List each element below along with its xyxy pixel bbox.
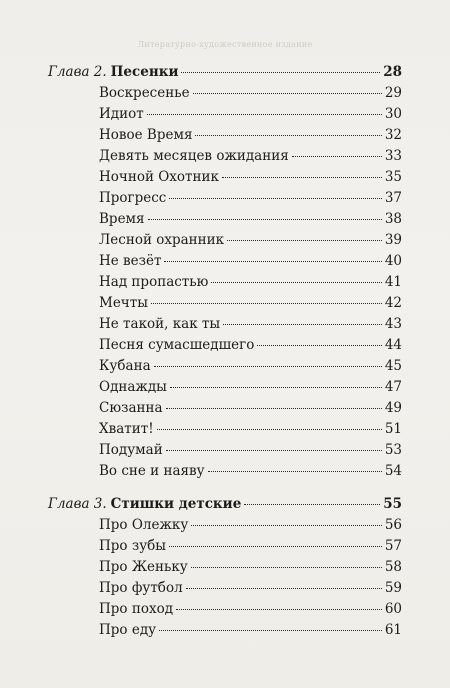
dot-leader <box>169 546 382 547</box>
entry-page-number: 58 <box>384 559 402 575</box>
chapter-heading <box>48 496 402 517</box>
entry-title: Про поход <box>99 601 174 617</box>
dot-leader <box>292 156 382 157</box>
entry-page-number: 59 <box>384 580 402 596</box>
chapter-label: Глава 3. <box>48 496 107 512</box>
entry-title: Подумай <box>99 442 163 458</box>
toc-entry <box>48 517 402 538</box>
toc-entry <box>48 85 402 106</box>
toc-entry <box>48 232 402 253</box>
entry-page-number: 33 <box>384 148 402 164</box>
entry-title: Про футбол <box>99 580 183 596</box>
toc-entry <box>48 358 402 379</box>
dot-leader <box>181 72 380 73</box>
toc-entry <box>48 148 402 169</box>
entry-title: Во сне и наяву <box>99 463 205 479</box>
entry-title: Не везёт <box>99 253 162 269</box>
toc-entry <box>48 622 402 643</box>
entry-page-number: 29 <box>384 85 402 101</box>
entry-page-number: 56 <box>384 517 402 533</box>
dot-leader <box>176 609 382 610</box>
toc-entry <box>48 601 402 622</box>
dot-leader <box>227 240 382 241</box>
toc-entry <box>48 337 402 358</box>
entry-title: Лесной охранник <box>99 232 225 248</box>
toc-entry <box>48 400 402 421</box>
toc-entry <box>48 190 402 211</box>
dot-leader <box>151 303 382 304</box>
dot-leader <box>244 504 380 505</box>
toc-entry <box>48 106 402 127</box>
entry-page-number: 45 <box>384 358 402 374</box>
toc-entry <box>48 538 402 559</box>
dot-leader <box>154 366 382 367</box>
entry-page-number: 40 <box>384 253 402 269</box>
dot-leader <box>164 261 381 262</box>
dot-leader <box>147 114 382 115</box>
running-head: Литературно-художественное издание <box>137 40 313 49</box>
toc-entry <box>48 295 402 316</box>
dot-leader <box>191 525 382 526</box>
dot-leader <box>195 135 381 136</box>
entry-page-number: 49 <box>384 400 402 416</box>
toc-entry <box>48 211 402 232</box>
toc-entry <box>48 253 402 274</box>
dot-leader <box>257 345 381 346</box>
entry-page-number: 41 <box>384 274 402 290</box>
toc-body <box>48 64 402 643</box>
entry-title: Песня сумасшедшего <box>99 337 255 353</box>
entry-page-number: 61 <box>384 622 402 638</box>
entry-page-number: 57 <box>384 538 402 554</box>
entry-page-number: 53 <box>384 442 402 458</box>
entry-title: Идиот <box>99 106 144 122</box>
dot-leader <box>223 324 382 325</box>
chapter-title: Песенки <box>110 64 179 80</box>
entry-title: Девять месяцев ожидания <box>99 148 289 164</box>
entry-page-number: 47 <box>384 379 402 395</box>
dot-leader <box>191 567 382 568</box>
entry-title: Воскресенье <box>99 85 190 101</box>
entry-title: Новое Время <box>99 127 193 143</box>
chapter-heading <box>48 64 402 85</box>
toc-entry <box>48 421 402 442</box>
chapter-page-number: 55 <box>383 496 402 512</box>
entry-title: Однажды <box>99 379 167 395</box>
entry-title: Кубана <box>99 358 151 374</box>
entry-page-number: 54 <box>384 463 402 479</box>
toc-entry <box>48 274 402 295</box>
entry-page-number: 38 <box>384 211 402 227</box>
entry-title: Про зубы <box>99 538 167 554</box>
entry-page-number: 37 <box>384 190 402 206</box>
entry-page-number: 32 <box>384 127 402 143</box>
dot-leader <box>166 408 382 409</box>
chapter-title: Стишки детские <box>110 496 242 512</box>
entry-page-number: 42 <box>384 295 402 311</box>
dot-leader <box>159 630 382 631</box>
toc-entry <box>48 379 402 400</box>
toc-entry <box>48 559 402 580</box>
entry-page-number: 51 <box>384 421 402 437</box>
toc-entry <box>48 169 402 190</box>
dot-leader <box>157 429 382 430</box>
dot-leader <box>208 471 382 472</box>
entry-page-number: 60 <box>384 601 402 617</box>
dot-leader <box>166 450 382 451</box>
dot-leader <box>169 198 381 199</box>
entry-page-number: 39 <box>384 232 402 248</box>
entry-title: Про еду <box>99 622 157 638</box>
chapter-page-number: 28 <box>383 64 402 80</box>
dot-leader <box>170 387 382 388</box>
dot-leader <box>148 219 382 220</box>
toc-entry <box>48 127 402 148</box>
entry-title: Про Женьку <box>99 559 188 575</box>
entry-page-number: 35 <box>384 169 402 185</box>
entry-title: Про Олежку <box>99 517 189 533</box>
dot-leader <box>211 282 381 283</box>
toc-entry <box>48 316 402 337</box>
toc-entry <box>48 463 402 484</box>
dot-leader <box>193 93 382 94</box>
entry-title: Мечты <box>99 295 148 311</box>
toc-entry <box>48 580 402 601</box>
entry-title: Над пропастью <box>99 274 209 290</box>
entry-page-number: 30 <box>384 106 402 122</box>
entry-title: Не такой, как ты <box>99 316 221 332</box>
entry-title: Прогресс <box>99 190 167 206</box>
entry-title: Сюзанна <box>99 400 163 416</box>
entry-title: Хватит! <box>99 421 154 437</box>
dot-leader <box>186 588 382 589</box>
entry-page-number: 43 <box>384 316 402 332</box>
dot-leader <box>222 177 382 178</box>
table-of-contents <box>48 64 402 643</box>
entry-title: Ночной Охотник <box>99 169 219 185</box>
chapter-label: Глава 2. <box>48 64 107 80</box>
toc-entry <box>48 442 402 463</box>
entry-page-number: 44 <box>384 337 402 353</box>
entry-title: Время <box>99 211 145 227</box>
